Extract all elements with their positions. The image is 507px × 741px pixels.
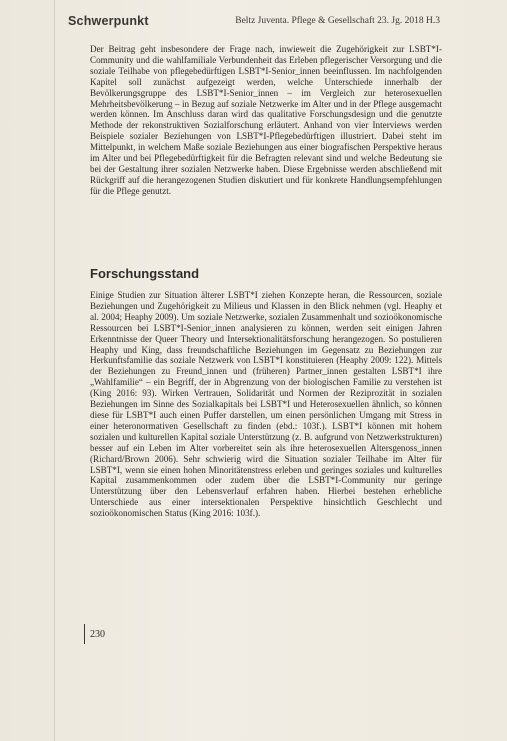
section-label: Schwerpunkt bbox=[68, 14, 149, 28]
research-paragraph-block bbox=[90, 290, 442, 519]
binding-shadow bbox=[54, 0, 55, 741]
section-heading: Forschungsstand bbox=[90, 266, 200, 281]
research-paragraph: Einige Studien zur Situation älterer LSBT*I ziehen Konzepte heran, die Ressourcen, soziale Beziehungen und Zugehörigkeit zu Milieus und Klassen in den Blick nehmen (vgl. Heaphy et al. 2004; Heaphy 2009). Um soziale Netzwerke, sozialen Zusammenhalt und sozioökonomische Ressourcen bei LSBT*I-Senior_innen analysieren zu können, werden seit einigen Jahren Erkenntnisse der Queer Theory und Intersektionalitätsforschung herangezogen. So postulieren Heaphy und King, dass freundschaftliche Beziehungen im Gegensatz zu Beziehungen zur Herkunftsfamilie das soziale Netzwerk von LSBT*I konstituieren (Heaphy 2009: 122). Mittels der Beziehungen zu Freund_innen und (früheren) Partner_innen gestalten LSBT*I ihre „Wahlfamilie“ – ein Begriff, der in Abgrenzung von der biologischen Familie zu verstehen ist (King 2016: 93). Wirken Vertrauen, Solidarität und Normen der Reziprozität in sozialen Beziehungen im Sinne des Sozialkapitals bei LSBT*I und Heterosexuellen ähnlich, so können diese für LSBT*I auch einen Puffer darstellen, um einen persönlichen Umgang mit Stress in einer heteronormativen Gesellschaft zu finden (ebd.: 103f.). LSBT*I können mit hohem sozialen und kulturellen Kapital soziale Unterstützung (z. B. aufgrund von Netzwerkstrukturen) besser auf ein Leben im Alter vorbereitet sein als ihre heterosexuellen Altersgenoss_innen (Richard/Brown 2006). Sehr schwierig wird die Situation sozialer Teilhabe im Alter für LSBT*I, wenn sie einen hohen Minoritätenstress erleben und geringes soziales und kulturelles Kapital zusammenkommen oder zudem über die LSBT*I-Community nur geringe Unterstützung über den Lebensverlauf erfahren haben. Hierbei bestehen erhebliche Unterschiede aus einer intersektionalen Perspektive hinsichtlich Geschlecht und sozioökonomischen Status (King 2016: 103f.). bbox=[90, 290, 442, 519]
intro-paragraph: Der Beitrag geht insbesondere der Frage nach, inwieweit die Zugehörigkeit zur LSBT*I-Community und die wahlfamiliale Verbundenheit das Erleben pflegerischer Versorgung und die soziale Teilhabe von pflegebedürftigen LSBT*I-Senior_innen beeinflussen. Im nachfolgenden Kapitel soll zunächst aufgezeigt werden, welche Unterschiede innerhalb der Bevölkerungsgruppe des LSBT*I-Senior_innen – im Vergleich zur heterosexuellen Mehrheitsbevölkerung – in Bezug auf soziale Netzwerke im Alter und in der Pflege ausgemacht werden können. Im Anschluss daran wird das qualitative Forschungsdesign und die genutzte Methode der rekonstruktiven Sozialforschung erläutert. Anhand von vier Interviews werden Beispiele sozialer Beziehungen von LSBT*I-Pflegebedürftigen illustriert. Dabei steht im Mittelpunkt, in welchem Maße soziale Beziehungen aus einer biografischen Perspektive heraus im Alter und bei Pflegebedürftigkeit für die Befragten relevant sind und welche Bedeutung sie bei der Gestaltung ihrer sozialen Netzwerke haben. Diese Ergebnisse werden abschließend mit Rückgriff auf die herangezogenen Studien diskutiert und für konkrete Handlungsempfehlungen für die Pflege genutzt. bbox=[90, 44, 442, 196]
intro-paragraph-block bbox=[90, 44, 442, 197]
running-header bbox=[68, 14, 440, 32]
journal-reference: Beltz Juventa. Pflege & Gesellschaft 23. Jg. 2018 H.3 bbox=[235, 16, 440, 26]
margin-mark bbox=[84, 624, 85, 644]
page-number: 230 bbox=[90, 629, 105, 640]
